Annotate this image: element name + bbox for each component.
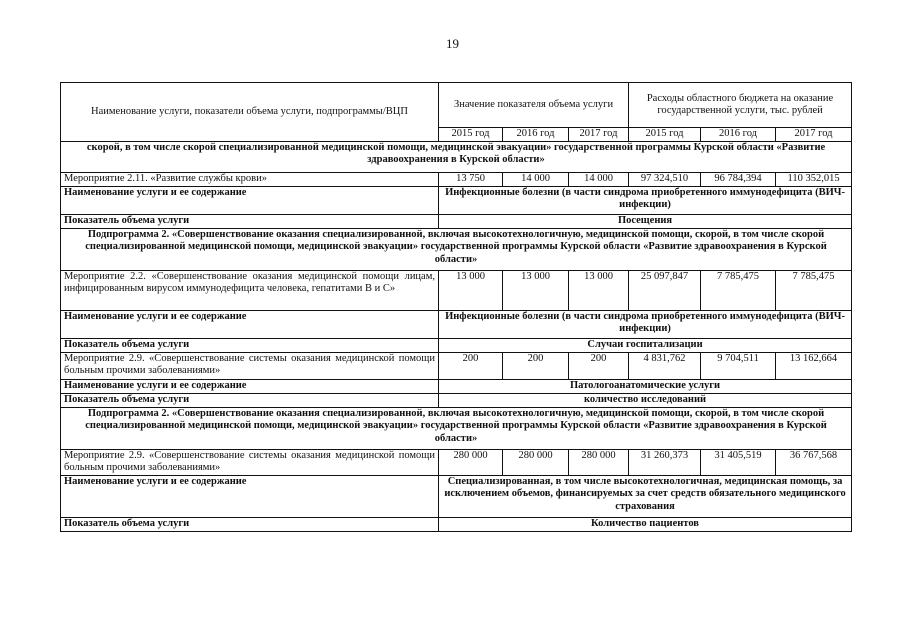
section-row: [61, 407, 852, 449]
row-value: Посещения: [439, 214, 852, 228]
budget-table: [60, 82, 852, 532]
label-row: [61, 310, 852, 338]
indicator-value: 14 000: [569, 172, 629, 186]
indicator-value: 200: [503, 352, 569, 379]
label-row: [61, 379, 852, 393]
table-row: [61, 352, 852, 379]
label-row: [61, 338, 852, 352]
expense-value: 7 785,475: [701, 270, 776, 310]
table-row: [61, 270, 852, 310]
expense-value: 4 831,762: [629, 352, 701, 379]
indicator-value: 200: [439, 352, 503, 379]
indicator-value: 13 000: [569, 270, 629, 310]
indicator-value: 13 000: [503, 270, 569, 310]
year-2017-expense: 2017 год: [776, 128, 852, 142]
section-row: [61, 228, 852, 270]
label-row: [61, 186, 852, 214]
row-value: Случаи госпитализации: [439, 338, 852, 352]
header-expense: Расходы областного бюджета на оказание государственной услуги, тыс. рублей: [629, 83, 852, 128]
expense-value: 31 260,373: [629, 449, 701, 475]
expense-value: 36 767,568: [776, 449, 852, 475]
section-title: Подпрограмма 2. «Совершенствование оказания специализированной, включая высокотехнологичную, медицинской помощи, скорой, в том числе скорой специализированной медицинской помощи, медицинской эвакуации» государственной программы Курской области «Развитие здравоохранения в Курской области»: [61, 407, 852, 449]
label-row: [61, 517, 852, 531]
activity-name: Мероприятие 2.9. «Совершенствование системы оказания медицинской помощи больным прочими заболеваниями»: [61, 449, 439, 475]
expense-value: 9 704,511: [701, 352, 776, 379]
section-row: [61, 141, 852, 172]
section-title: скорой, в том числе скорой специализированной медицинской помощи, медицинской эвакуации» государственной программы Курской области «Развитие здравоохранения в Курской области»: [61, 141, 852, 172]
header-indicator: Значение показателя объема услуги: [439, 83, 629, 128]
indicator-value: 14 000: [503, 172, 569, 186]
expense-value: 7 785,475: [776, 270, 852, 310]
indicator-value: 280 000: [439, 449, 503, 475]
expense-value: 96 784,394: [701, 172, 776, 186]
row-label: Показатель объема услуги: [61, 338, 439, 352]
section-title: Подпрограмма 2. «Совершенствование оказания специализированной, включая высокотехнологичную, медицинской помощи, скорой, в том числе скорой специализированной медицинской помощи, медицинской эвакуации» государственной программы Курской области «Развитие здравоохранения в Курской области»: [61, 228, 852, 270]
row-label: Показатель объема услуги: [61, 517, 439, 531]
row-label: Показатель объема услуги: [61, 214, 439, 228]
indicator-value: 280 000: [503, 449, 569, 475]
expense-value: 13 162,664: [776, 352, 852, 379]
expense-value: 25 097,847: [629, 270, 701, 310]
row-label: Показатель объема услуги: [61, 393, 439, 407]
row-label: Наименование услуги и ее содержание: [61, 379, 439, 393]
indicator-value: 13 750: [439, 172, 503, 186]
activity-name: Мероприятие 2.9. «Совершенствование системы оказания медицинской помощи больным прочими заболеваниями»: [61, 352, 439, 379]
row-label: Наименование услуги и ее содержание: [61, 475, 439, 517]
indicator-value: 280 000: [569, 449, 629, 475]
row-value: Специализированная, в том числе высокотехнологичная, медицинская помощь, за исключением объемов, финансируемых за счет средств обязательного медицинского страхования: [439, 475, 852, 517]
row-value: Количество пациентов: [439, 517, 852, 531]
row-value: количество исследований: [439, 393, 852, 407]
label-row: [61, 214, 852, 228]
label-row: [61, 393, 852, 407]
year-2016-expense: 2016 год: [701, 128, 776, 142]
table-row: [61, 449, 852, 475]
row-label: Наименование услуги и ее содержание: [61, 186, 439, 214]
header-row: [61, 83, 852, 128]
year-2017-indicator: 2017 год: [569, 128, 629, 142]
year-2016-indicator: 2016 год: [503, 128, 569, 142]
expense-value: 97 324,510: [629, 172, 701, 186]
page-number: 19: [446, 36, 459, 51]
expense-value: 31 405,519: [701, 449, 776, 475]
activity-name: Мероприятие 2.2. «Совершенствование оказания медицинской помощи лицам, инфицированным вирусом иммунодефицита человека, гепатитами В и С»: [61, 270, 439, 310]
label-row: [61, 475, 852, 517]
row-value: Инфекционные болезни (в части синдрома приобретенного иммунодефицита (ВИЧ-инфекции): [439, 310, 852, 338]
row-label: Наименование услуги и ее содержание: [61, 310, 439, 338]
row-value: Инфекционные болезни (в части синдрома приобретенного иммунодефицита (ВИЧ-инфекции): [439, 186, 852, 214]
table-body: [61, 83, 852, 532]
year-2015-indicator: 2015 год: [439, 128, 503, 142]
indicator-value: 13 000: [439, 270, 503, 310]
header-name: Наименование услуги, показатели объема услуги, подпрограммы/ВЦП: [61, 83, 439, 142]
activity-name: Мероприятие 2.11. «Развитие службы крови»: [61, 172, 439, 186]
expense-value: 110 352,015: [776, 172, 852, 186]
year-2015-expense: 2015 год: [629, 128, 701, 142]
row-value: Патологоанатомические услуги: [439, 379, 852, 393]
table-row: [61, 172, 852, 186]
indicator-value: 200: [569, 352, 629, 379]
